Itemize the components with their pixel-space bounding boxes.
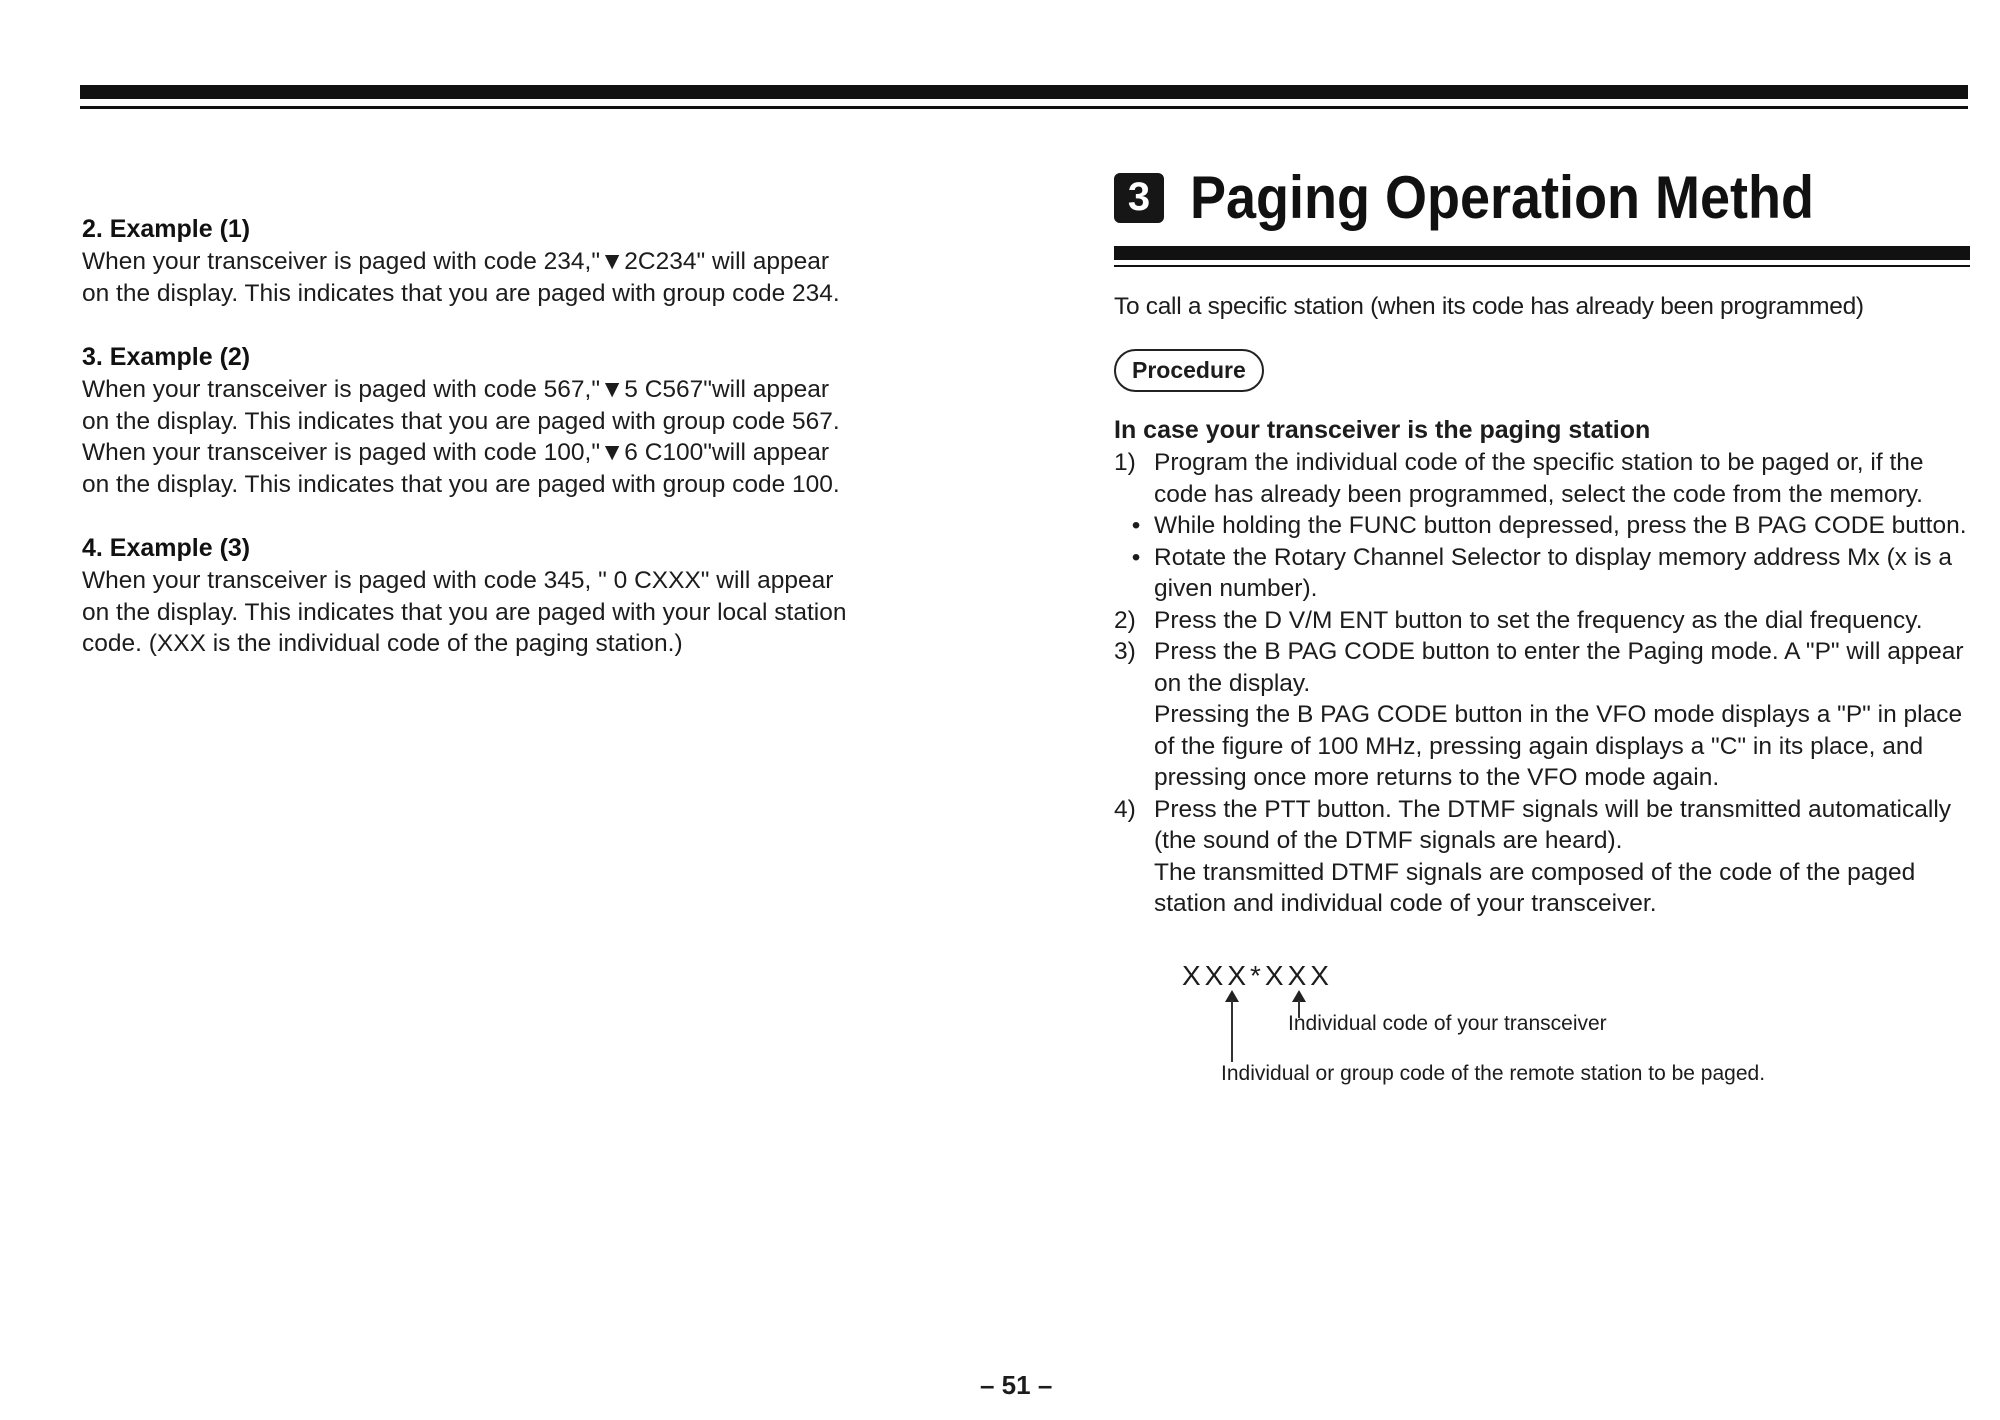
bullet-1 bbox=[1114, 510, 1970, 542]
page-title: Paging Operation Methd bbox=[1190, 164, 1815, 231]
bullet-text: While holding the FUNC button depressed, press the B PAG CODE button. bbox=[1154, 512, 1967, 539]
procedure-steps bbox=[1114, 447, 1970, 920]
example-2-line-2: on the display. This indicates that you are paged with group code 567. bbox=[82, 407, 840, 435]
step-4-continuation: The transmitted DTMF signals are composed of the code of the paged station and individual code of your transceiver. bbox=[1154, 858, 1916, 917]
example-1-heading: 2. Example (1) bbox=[82, 215, 251, 243]
bullet-text: Rotate the Rotary Channel Selector to display memory address Mx (x is a given number). bbox=[1154, 543, 1952, 602]
pointer-line-group bbox=[1231, 1000, 1233, 1062]
step-1 bbox=[1114, 447, 1970, 510]
example-1-section bbox=[82, 215, 952, 309]
step-number: 4) bbox=[1114, 795, 1136, 823]
step-text: Press the D V/M ENT button to set the frequency as the dial frequency. bbox=[1154, 606, 1923, 634]
code-format: XXX*XXX bbox=[1182, 959, 1333, 991]
step-text: Press the B PAG CODE button to enter the Paging mode. A "P" will appear on the display. bbox=[1154, 638, 1964, 697]
top-rule-thin bbox=[80, 106, 1968, 109]
example-2-line-4: on the display. This indicates that you are paged with group code 100. bbox=[82, 470, 840, 498]
procedure-badge: Procedure bbox=[1114, 349, 1264, 392]
example-2-line-1: When your transceiver is paged with code 567,"▼5 C567"will appear bbox=[82, 376, 830, 403]
step-number: 2) bbox=[1114, 606, 1136, 634]
step-text: Program the individual code of the specific station to be paged or, if the code has already been programmed, select the code from the memory. bbox=[1154, 449, 1924, 508]
label-group-code: Individual or group code of the remote station to be paged. bbox=[1221, 1061, 1766, 1085]
title-rule bbox=[1114, 246, 1970, 260]
page-number: – 51 – bbox=[980, 1370, 1053, 1400]
top-rule bbox=[80, 85, 1968, 99]
step-text: Press the PTT button. The DTMF signals will be transmitted automatically (the sound of the DTMF signals are heard). bbox=[1154, 795, 1952, 854]
example-3-section bbox=[82, 534, 952, 660]
step-3 bbox=[1114, 636, 1970, 699]
bullet-icon: • bbox=[1131, 512, 1141, 539]
example-3-line-3: code. (XXX is the individual code of the paging station.) bbox=[82, 630, 683, 657]
example-2-line-3: When your transceiver is paged with code 100,"▼6 C100"will appear bbox=[82, 439, 830, 466]
step-number: 3) bbox=[1114, 638, 1136, 665]
example-1-line-1: When your transceiver is paged with code 234,"▼2C234" will appear bbox=[82, 248, 830, 275]
step-3-continuation: Pressing the B PAG CODE button in the VFO mode displays a "P" in place of the figure of 100 MHz, pressing again displays a "C" in its place, and pressing once more returns to the VFO mode again. bbox=[1154, 701, 1963, 791]
example-2-heading: 3. Example (2) bbox=[82, 343, 251, 371]
section-title-row bbox=[1114, 155, 1970, 240]
step-4 bbox=[1114, 794, 1970, 857]
right-column bbox=[1114, 155, 1970, 1100]
example-3-line-2: on the display. This indicates that you are paged with your local station bbox=[82, 598, 847, 626]
example-1-line-2: on the display. This indicates that you are paged with group code 234. bbox=[82, 279, 840, 307]
subheading: In case your transceiver is the paging station bbox=[1114, 416, 1651, 444]
code-diagram bbox=[1114, 960, 1970, 1100]
title-rule-thin bbox=[1114, 265, 1970, 267]
bullet-icon: • bbox=[1131, 543, 1141, 571]
left-column bbox=[82, 215, 952, 694]
example-3-line-1: When your transceiver is paged with code 345, " 0 CXXX" will appear bbox=[82, 567, 834, 594]
example-2-section bbox=[82, 343, 952, 500]
section-number-badge: 3 bbox=[1114, 173, 1164, 223]
label-individual-code: Individual code of your transceiver bbox=[1288, 1011, 1607, 1035]
step-number: 1) bbox=[1114, 449, 1136, 476]
bullet-2 bbox=[1114, 542, 1970, 605]
intro-text: To call a specific station (when its code has already been programmed) bbox=[1114, 293, 1864, 320]
step-2 bbox=[1114, 605, 1970, 637]
example-3-heading: 4. Example (3) bbox=[82, 534, 251, 562]
